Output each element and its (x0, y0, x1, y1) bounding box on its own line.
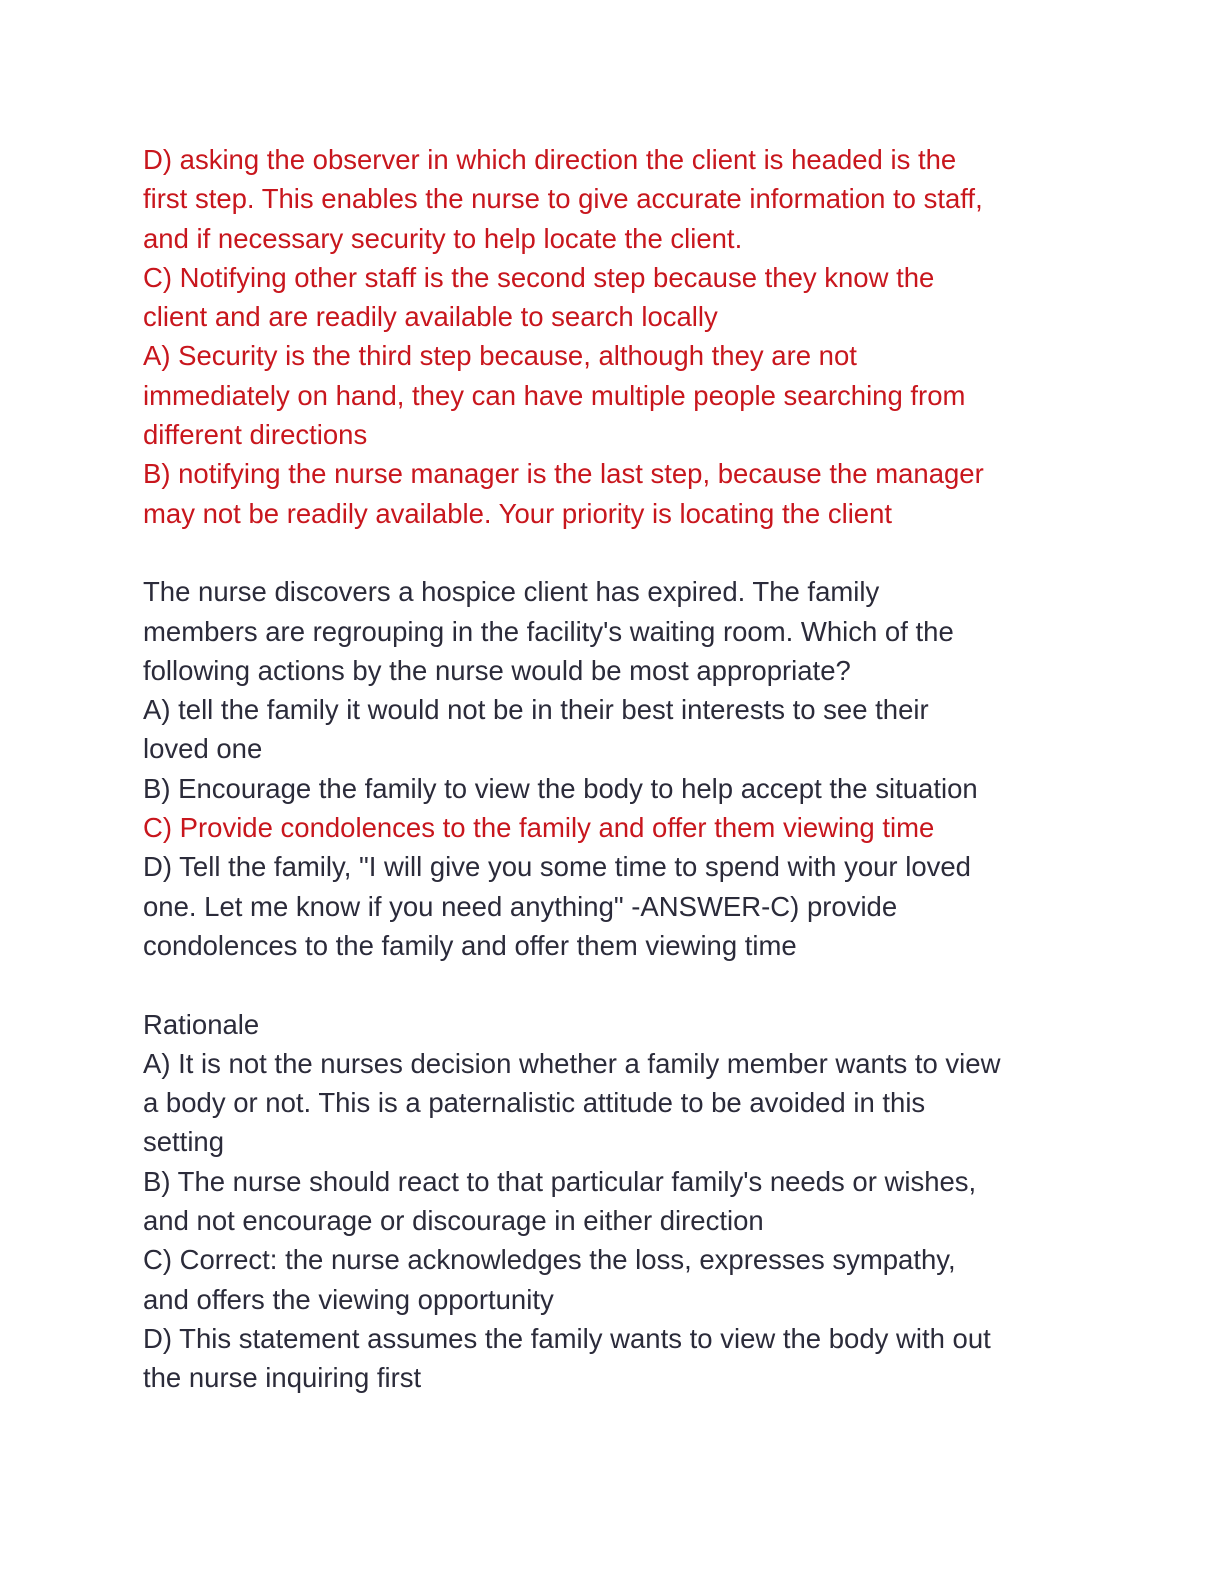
rationale-line: immediately on hand, they can have multiple people searching from (143, 379, 966, 411)
rationale-line: the nurse inquiring first (143, 1362, 422, 1394)
rationale-line: a body or not. This is a paternalistic attitude to be avoided in this (143, 1087, 926, 1119)
rationale-line: C) Correct: the nurse acknowledges the loss, expresses sympathy, (143, 1244, 956, 1276)
option-c-correct: C) Provide condolences to the family and offer them viewing time (143, 812, 935, 844)
question-stem-line: members are regrouping in the facility's waiting room. Which of the (143, 615, 954, 647)
rationale-line: D) This statement assumes the family wants to view the body with out (143, 1322, 991, 1354)
question-stem-line: The nurse discovers a hospice client has expired. The family (143, 576, 880, 608)
option-d-line: condolences to the family and offer them viewing time (143, 929, 797, 961)
question-stem-line: following actions by the nurse would be most appropriate? (143, 654, 851, 686)
option-a-line: A) tell the family it would not be in their best interests to see their (143, 694, 929, 726)
option-a-line: loved one (143, 733, 263, 765)
rationale-line: B) The nurse should react to that particular family's needs or wishes, (143, 1165, 977, 1197)
rationale-line: setting (143, 1126, 225, 1158)
rationale-line: client and are readily available to search locally (143, 301, 718, 333)
rationale-line: different directions (143, 419, 368, 451)
rationale-line: D) asking the observer in which direction the client is headed is the (143, 144, 957, 175)
question-block (143, 572, 1093, 965)
rationale-line: first step. This enables the nurse to give accurate information to staff, (143, 183, 983, 215)
rationale-line: and not encourage or discourage in either direction (143, 1205, 764, 1237)
rationale-heading: Rationale (143, 1008, 260, 1040)
option-b: B) Encourage the family to view the body to help accept the situation (143, 772, 978, 804)
option-d-line: one. Let me know if you need anything" -ANSWER-C) provide (143, 890, 898, 922)
previous-rationale-block (143, 140, 1093, 533)
rationale-line: and if necessary security to help locate the client. (143, 222, 743, 254)
rationale-line: C) Notifying other staff is the second step because they know the (143, 261, 935, 293)
rationale-line: A) It is not the nurses decision whether a family member wants to view (143, 1047, 1001, 1079)
paragraph-spacer (143, 965, 1093, 1004)
option-d-line: D) Tell the family, "I will give you some time to spend with your loved (143, 851, 971, 883)
rationale-line: and offers the viewing opportunity (143, 1283, 554, 1315)
rationale-line: A) Security is the third step because, although they are not (143, 340, 857, 372)
rationale-block (143, 1005, 1093, 1398)
rationale-line: may not be readily available. Your priority is locating the client (143, 497, 893, 529)
document-page (143, 140, 1093, 1398)
paragraph-spacer (143, 533, 1093, 572)
rationale-line: B) notifying the nurse manager is the last step, because the manager (143, 458, 984, 490)
